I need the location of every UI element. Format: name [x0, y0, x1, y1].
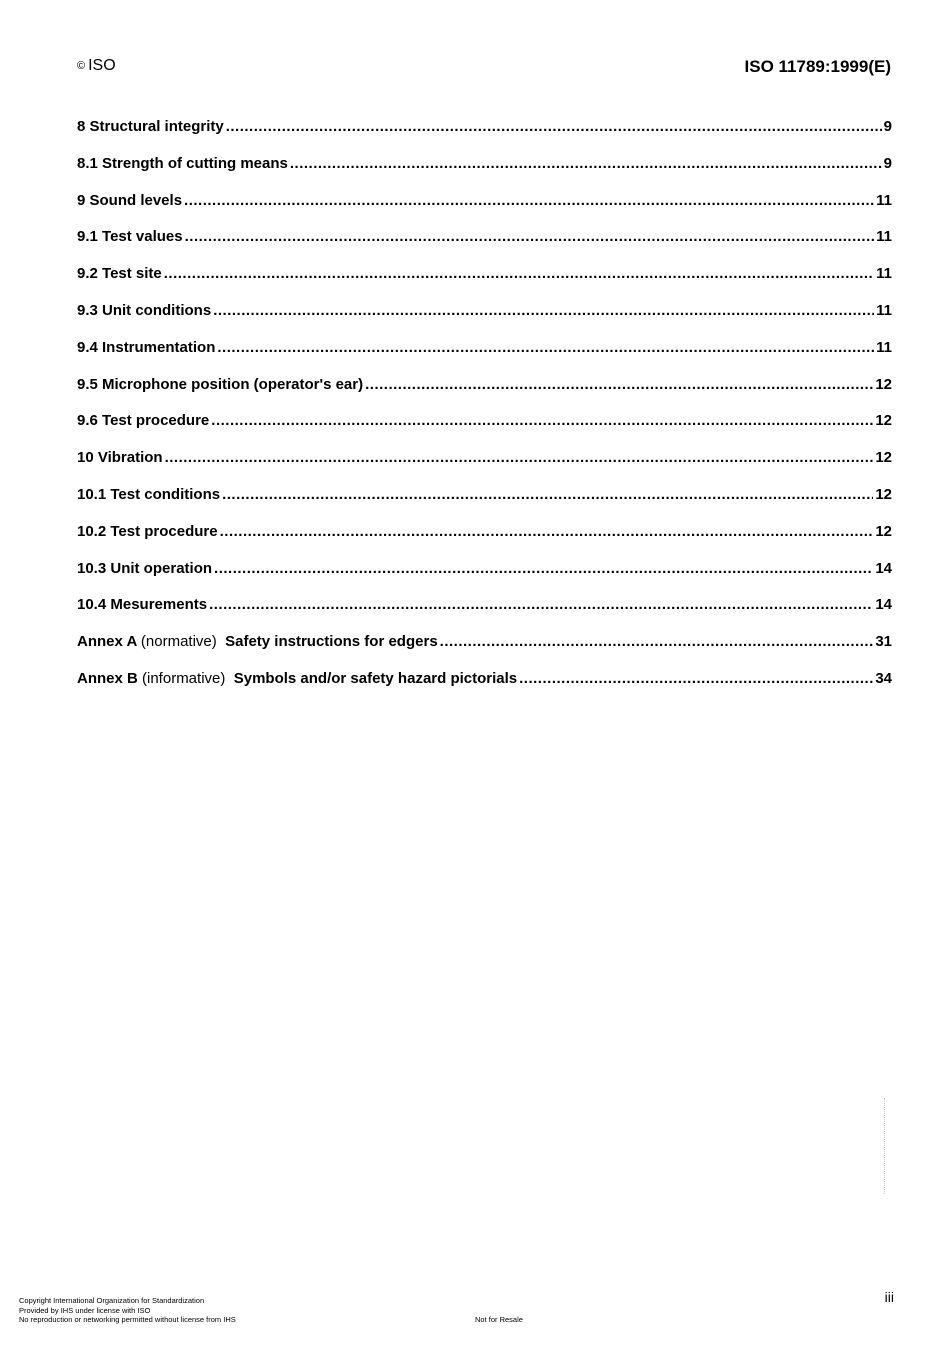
toc-entry-page: 11	[876, 191, 892, 209]
toc-leader-dots	[214, 560, 873, 577]
toc-entry-title: 9.6 Test procedure	[77, 412, 210, 430]
toc-entry-page: 11	[876, 265, 892, 283]
toc-entry-page: 14	[875, 596, 892, 614]
page-number: iii	[884, 1289, 894, 1305]
toc-leader-dots	[185, 228, 875, 245]
toc-entry-page: 12	[875, 449, 892, 467]
toc-entry-title: 10.1 Test conditions	[77, 485, 221, 503]
toc-leader-dots	[184, 192, 874, 209]
toc-entry-title: 9.1 Test values	[77, 228, 183, 246]
toc-entry[interactable]	[77, 596, 892, 633]
standard-id: ISO 11789:1999(E)	[744, 57, 891, 76]
toc-leader-dots	[290, 155, 882, 172]
annex-a-heading	[77, 633, 438, 650]
footer-copyright	[19, 1296, 236, 1325]
toc-entry-page: 34	[875, 669, 892, 687]
toc-entry-title: 9 Sound levels	[77, 191, 183, 209]
toc-entry-page: 31	[875, 633, 892, 651]
toc-leader-dots	[211, 412, 873, 429]
toc-entry-title: 10.4 Mesurements	[77, 596, 208, 614]
toc-entry[interactable]	[77, 486, 892, 523]
toc-entry[interactable]	[77, 228, 892, 265]
margin-watermark-dots	[884, 1098, 887, 1194]
toc-entry-page: 9	[883, 118, 892, 135]
footer-line: Copyright International Organization for Standardization	[19, 1296, 205, 1305]
annex-title: Safety instructions for edgers	[225, 633, 438, 651]
toc-entry-title: 9.2 Test site	[77, 265, 162, 283]
footer-line: Provided by IHS under license with ISO	[19, 1305, 151, 1315]
toc-entry[interactable]	[77, 339, 892, 376]
footer-line: No reproduction or networking permitted without license from IHS	[19, 1315, 236, 1324]
toc-entry-title: 9.5 Microphone position (operator's ear)	[77, 375, 364, 393]
header-copyright	[77, 57, 116, 75]
toc-entry-page: 11	[876, 301, 892, 319]
toc-leader-dots	[226, 118, 882, 135]
toc-leader-dots	[440, 633, 874, 650]
toc-leader-dots	[165, 449, 874, 466]
toc-entry-page: 12	[875, 522, 892, 540]
toc-entry-page: 9	[883, 154, 892, 172]
toc-entry-title: 9.3 Unit conditions	[77, 301, 212, 319]
toc-leader-dots	[164, 265, 874, 282]
toc-leader-dots	[222, 486, 873, 503]
footer-not-for-resale: Not for Resale	[475, 1315, 523, 1324]
toc-entry-title: 8 Structural integrity	[77, 118, 224, 135]
annex-b-heading	[77, 670, 517, 687]
toc-entry-title: 10.3 Unit operation	[77, 559, 213, 577]
toc-entry-page: 11	[876, 228, 892, 246]
annex-type: (informative)	[142, 669, 226, 687]
toc-entry[interactable]	[77, 412, 892, 449]
toc-entry-page: 12	[875, 375, 892, 393]
toc-entry[interactable]	[77, 302, 892, 339]
toc-leader-dots	[213, 302, 874, 319]
toc-entry-title: 8.1 Strength of cutting means	[77, 154, 288, 172]
toc-entry[interactable]	[77, 118, 892, 155]
toc-entry[interactable]	[77, 155, 892, 192]
toc-entry[interactable]	[77, 449, 892, 486]
header-org: ISO	[88, 57, 116, 74]
toc-entry[interactable]	[77, 376, 892, 413]
toc-entry[interactable]	[77, 523, 892, 560]
toc-leader-dots	[209, 596, 873, 613]
toc-entry[interactable]	[77, 560, 892, 597]
annex-label: Annex B	[77, 669, 138, 687]
annex-label: Annex A	[77, 633, 137, 651]
toc-entry[interactable]	[77, 265, 892, 302]
annex-type: (normative)	[140, 633, 217, 651]
toc-annex-entry[interactable]	[77, 670, 892, 707]
toc-entry-title: 10.2 Test procedure	[77, 522, 218, 540]
annex-title: Symbols and/or safety hazard pictorials	[233, 669, 518, 687]
toc-annex-entry[interactable]	[77, 633, 892, 670]
toc-entry-page: 11	[876, 338, 892, 356]
toc-leader-dots	[365, 376, 873, 393]
toc-leader-dots	[519, 670, 873, 687]
toc-entry-page: 12	[875, 485, 892, 503]
toc-entry-title: 9.4 Instrumentation	[77, 338, 216, 356]
toc-entry-page: 12	[875, 412, 892, 430]
table-of-contents	[77, 118, 892, 707]
toc-entry-title: 10 Vibration	[77, 449, 163, 467]
toc-entry[interactable]	[77, 192, 892, 229]
toc-entry-page: 14	[875, 559, 892, 577]
toc-leader-dots	[217, 339, 874, 356]
copyright-symbol: ©	[77, 60, 86, 72]
toc-leader-dots	[220, 523, 874, 540]
